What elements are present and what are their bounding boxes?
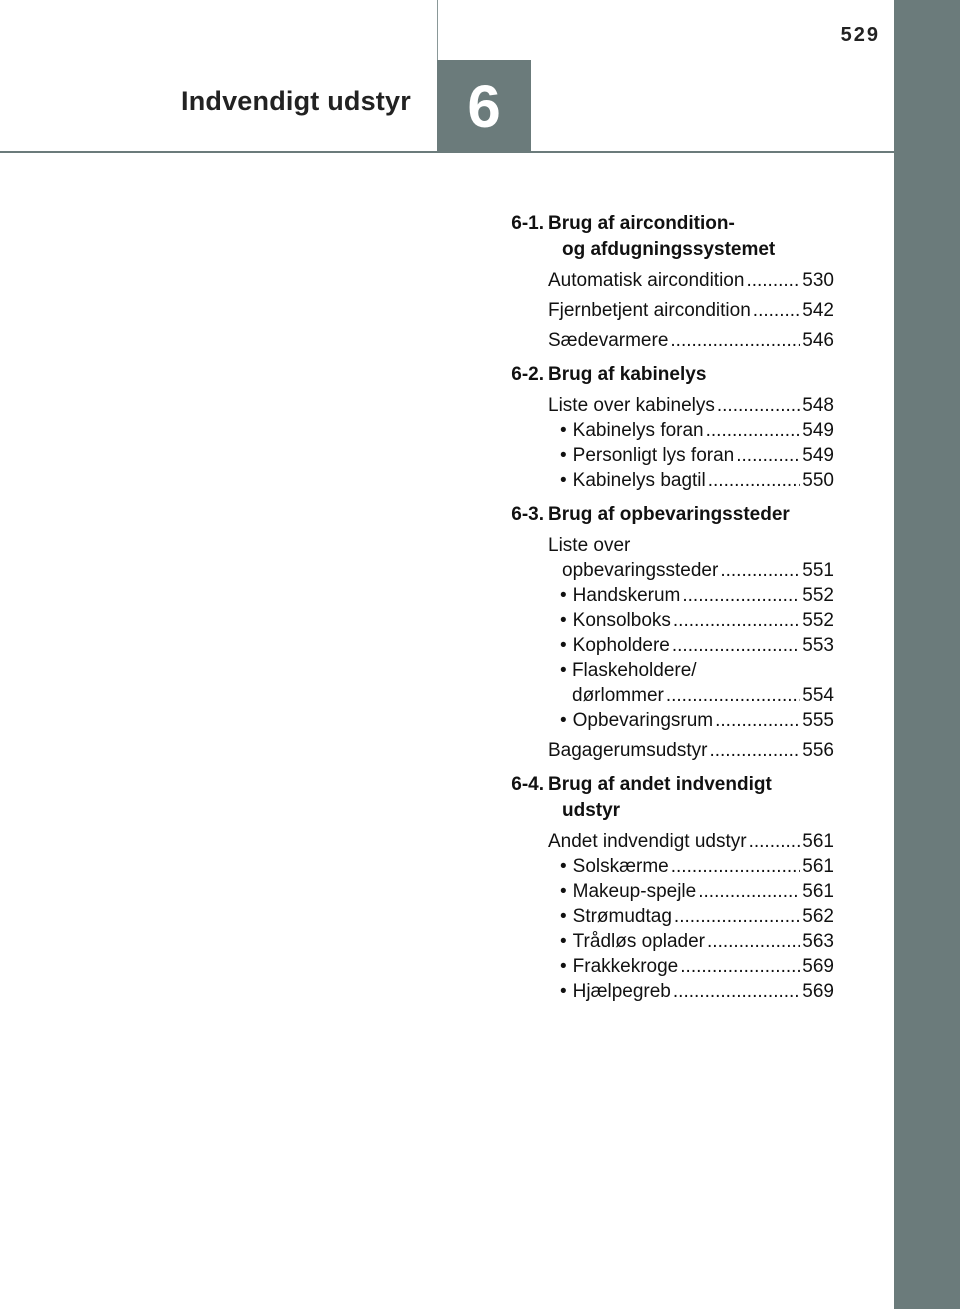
bullet: • <box>560 906 567 927</box>
toc-section-6-2[interactable] <box>492 362 834 388</box>
leader-dots <box>666 683 800 708</box>
entry-label: Makeup-spejle <box>572 881 697 902</box>
entry-label: opbevaringssteder <box>562 560 719 581</box>
entry-page: 530 <box>802 270 834 291</box>
entry-page: 552 <box>802 585 834 606</box>
entry-label: Personligt lys foran <box>572 445 735 466</box>
entry-page: 546 <box>802 330 834 351</box>
entry-label: Andet indvendigt udstyr <box>548 831 747 852</box>
toc-subentry[interactable] <box>492 633 834 658</box>
entry-page: 552 <box>802 610 834 631</box>
leader-dots <box>706 418 801 443</box>
entry-page: 569 <box>802 956 834 977</box>
bullet: • <box>560 710 567 731</box>
section-title-line1: Brug af opbevaringssteder <box>548 504 790 525</box>
entry-page: 542 <box>802 300 834 321</box>
entry-label: dørlommer <box>572 685 664 706</box>
section-number: 6-2. <box>511 364 544 385</box>
toc-subentry[interactable] <box>492 904 834 929</box>
bullet: • <box>560 931 567 952</box>
toc-subentry[interactable] <box>492 979 834 1004</box>
section-number: 6-1. <box>511 213 544 234</box>
leader-dots <box>749 829 801 854</box>
toc-entry[interactable] <box>492 268 834 293</box>
entry-label-line1[interactable]: Liste over <box>548 535 631 556</box>
entry-label: Sædevarmere <box>548 330 669 351</box>
toc-section-6-1[interactable] <box>492 211 834 263</box>
toc-subentry[interactable] <box>492 708 834 733</box>
leader-dots <box>672 633 800 658</box>
toc-subentry[interactable] <box>492 418 834 443</box>
leader-dots <box>708 468 801 493</box>
entry-page: 549 <box>802 420 834 441</box>
entry-label: Kabinelys bagtil <box>572 470 706 491</box>
toc-subentry[interactable] <box>492 854 834 879</box>
entry-label: Solskærme <box>572 856 669 877</box>
entry-label: Kopholdere <box>572 635 670 656</box>
table-of-contents <box>492 211 834 1004</box>
toc-entry[interactable] <box>492 298 834 323</box>
toc-section-6-3[interactable] <box>492 502 834 528</box>
chapter-title: Indvendigt udstyr <box>181 86 411 116</box>
entry-page: 549 <box>802 445 834 466</box>
toc-entry[interactable] <box>492 393 834 418</box>
entry-page: 561 <box>802 881 834 902</box>
toc-subentry[interactable] <box>492 608 834 633</box>
entry-page: 561 <box>802 856 834 877</box>
leader-dots <box>673 608 800 633</box>
entry-label: Hjælpegreb <box>572 981 671 1002</box>
entry-label: Strømudtag <box>572 906 672 927</box>
entry-label: Fjernbetjent aircondition <box>548 300 751 321</box>
chapter-sidebar-tab <box>894 0 960 1309</box>
section-title-line1: Brug af aircondition- <box>548 213 735 234</box>
entry-label: Kabinelys foran <box>572 420 704 441</box>
toc-entry[interactable] <box>492 738 834 763</box>
leader-dots <box>720 558 800 583</box>
leader-dots <box>715 708 800 733</box>
entry-page: 555 <box>802 710 834 731</box>
toc-subentry[interactable] <box>492 929 834 954</box>
bullet: • <box>560 445 567 466</box>
toc-subentry-line1[interactable] <box>492 658 834 683</box>
entry-label: Opbevaringsrum <box>572 710 714 731</box>
toc-subentry[interactable] <box>492 468 834 493</box>
entry-page: 553 <box>802 635 834 656</box>
leader-dots <box>698 879 800 904</box>
bullet: • <box>560 856 567 877</box>
leader-dots <box>736 443 800 468</box>
bullet: • <box>560 585 567 606</box>
section-title-line1: Brug af andet indvendigt <box>548 774 772 795</box>
entry-page: 563 <box>802 931 834 952</box>
bullet: • <box>560 981 567 1002</box>
entry-page: 551 <box>802 560 834 581</box>
leader-dots <box>671 854 801 879</box>
section-title-line2: udstyr <box>562 800 621 821</box>
toc-subentry[interactable] <box>492 954 834 979</box>
header-divider-vertical <box>437 0 438 60</box>
leader-dots <box>709 738 800 763</box>
bullet: • <box>560 635 567 656</box>
leader-dots <box>746 268 800 293</box>
entry-page: 554 <box>802 685 834 706</box>
leader-dots <box>717 393 800 418</box>
entry-page: 561 <box>802 831 834 852</box>
toc-section-6-4[interactable] <box>492 772 834 824</box>
toc-subentry[interactable] <box>492 583 834 608</box>
page-number: 529 <box>840 24 880 46</box>
entry-page: 548 <box>802 395 834 416</box>
entry-label: Handskerum <box>572 585 681 606</box>
entry-page: 550 <box>802 470 834 491</box>
entry-label: Bagagerumsudstyr <box>548 740 708 761</box>
entry-label: Liste over kabinelys <box>548 395 715 416</box>
entry-label: Flaskeholdere/ <box>571 660 697 681</box>
toc-subentry[interactable] <box>492 683 834 708</box>
section-number: 6-4. <box>511 774 544 795</box>
toc-entry[interactable] <box>492 328 834 353</box>
leader-dots <box>707 929 800 954</box>
toc-entry[interactable] <box>492 558 834 583</box>
entry-page: 562 <box>802 906 834 927</box>
entry-page: 569 <box>802 981 834 1002</box>
entry-label: Automatisk aircondition <box>548 270 745 291</box>
bullet: • <box>560 881 567 902</box>
bullet: • <box>560 610 567 631</box>
section-title-line1: Brug af kabinelys <box>548 364 707 385</box>
leader-dots <box>753 298 801 323</box>
bullet: • <box>560 956 567 977</box>
chapter-number-box <box>437 60 531 152</box>
bullet: • <box>560 420 567 441</box>
leader-dots <box>674 904 800 929</box>
toc-subentry[interactable] <box>492 443 834 468</box>
entry-label: Konsolboks <box>572 610 671 631</box>
chapter-number: 6 <box>467 72 501 140</box>
leader-dots <box>673 979 800 1004</box>
leader-dots <box>682 583 800 608</box>
section-number: 6-3. <box>511 504 544 525</box>
bullet: • <box>560 470 567 491</box>
entry-label: Frakkekroge <box>572 956 679 977</box>
section-title-line2: og afdugningssystemet <box>562 239 776 260</box>
toc-subentry[interactable] <box>492 879 834 904</box>
leader-dots <box>680 954 800 979</box>
bullet: • <box>560 660 567 681</box>
entry-page: 556 <box>802 740 834 761</box>
entry-label: Trådløs oplader <box>572 931 706 952</box>
leader-dots <box>670 328 800 353</box>
toc-entry[interactable] <box>492 829 834 854</box>
